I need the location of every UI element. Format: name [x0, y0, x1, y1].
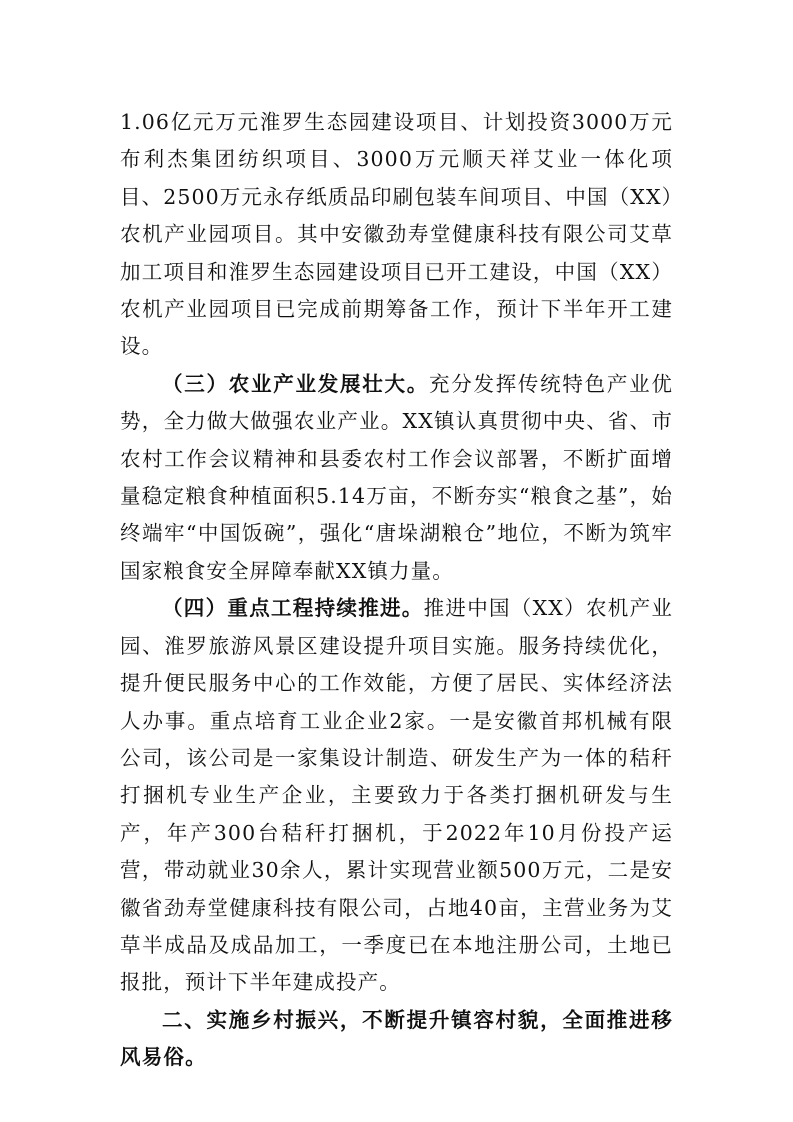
section-heading: 二、实施乡村振兴，不断提升镇容村貌，全面推进移风易俗。: [120, 1007, 673, 1070]
paragraph-key-projects: [120, 590, 673, 1001]
paragraph-lead-heading: （四）重点工程持续推进。: [162, 596, 424, 621]
paragraph-text: 1.06亿元万元淮罗生态园建设项目、计划投资3000万元布利杰集团纺织项目、3000万元顺天祥艾业一体化项目、2500万元永存纸质品印刷包装车间项目、中国（XX）农机产业园项目。其中安徽劲寿堂健康科技有限公司艾草加工项目和淮罗生态园建设项目已开工建设，中国（XX）农机产业园项目已完成前期筹备工作，预计下半年开工建设。: [120, 110, 673, 359]
paragraph-text: 推进中国（XX）农机产业园、淮罗旅游风景区建设提升项目实施。服务持续优化，提升便民服务中心的工作效能，方便了居民、实体经济法人办事。重点培育工业企业2家。一是安徽首邦机械有限公司，该公司是一家集设计制造、研发生产为一体的秸秆打捆机专业生产企业，主要致力于各类打捆机研发与生产，年产300台秸秆打捆机，于2022年10月份投产运营，带动就业30余人，累计实现营业额500万元，二是安徽省劲寿堂健康科技有限公司，占地40亩，主营业务为艾草半成品及成品加工，一季度已在本地注册公司，土地已报批，预计下半年建成投产。: [120, 596, 674, 995]
paragraph-text: 充分发挥传统特色产业优势，全力做大做强农业产业。XX镇认真贯彻中央、省、市农村工作会议精神和县委农村工作会议部署，不断扩面增量稳定粮食种植面积5.14万亩，不断夯实“粮食之基”，始终端牢“中国饭碗”，强化“唐垛湖粮仓”地位，不断为筑牢国家粮食安全屏障奉献XX镇力量。: [120, 371, 674, 583]
paragraph-lead-heading: （三）农业产业发展壮大。: [162, 371, 429, 396]
document-page: [120, 104, 673, 1077]
paragraph-agriculture: [120, 366, 673, 590]
paragraph-projects: [120, 104, 673, 366]
